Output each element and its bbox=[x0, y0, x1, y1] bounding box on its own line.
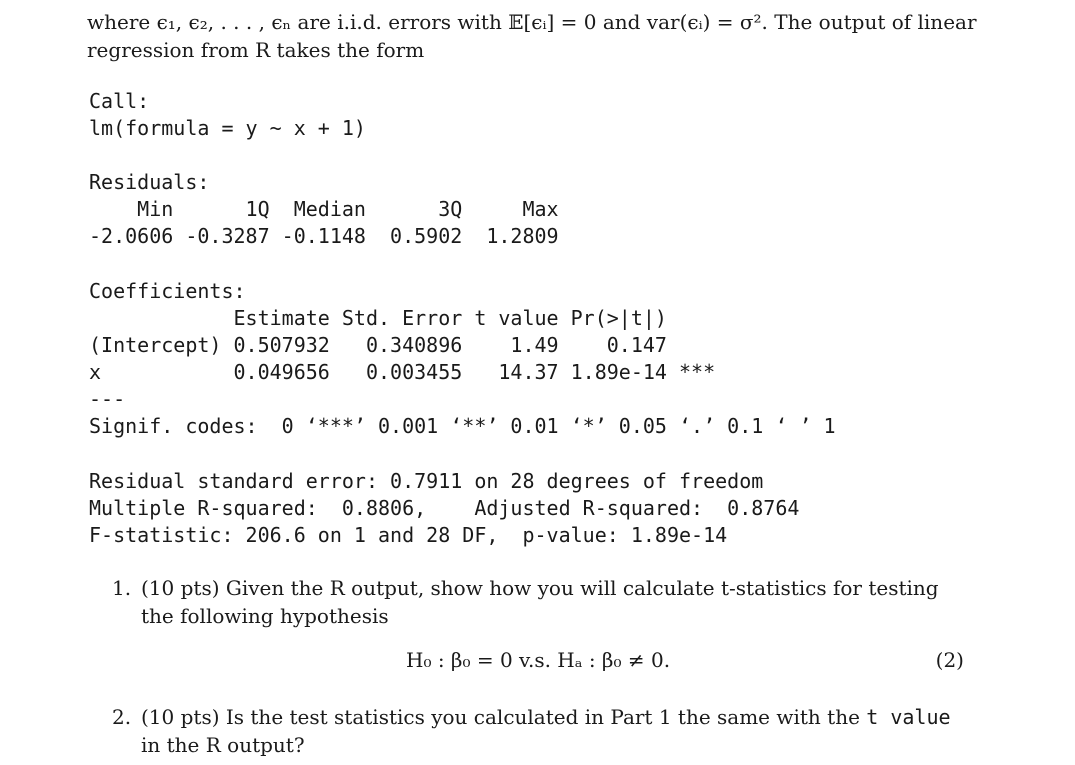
equation-number: (2) bbox=[935, 648, 964, 672]
question-2-line-1 bbox=[141, 703, 971, 731]
question-1 bbox=[0, 574, 1075, 634]
signif-codes: Signif. codes: 0 ‘***’ 0.001 ‘**’ 0.01 ‘*’ 0.05 ‘.’ 0.1 ‘ ’ 1 bbox=[89, 414, 836, 438]
coef-row-x: x 0.049656 0.003455 14.37 1.89e-14 *** bbox=[89, 360, 716, 384]
question-1-line-2: the following hypothesis bbox=[141, 604, 389, 628]
residuals-labels: Min 1Q Median 3Q Max bbox=[89, 197, 559, 221]
f-statistic-line: F-statistic: 206.6 on 1 and 28 DF, p-value: 1.89e-14 bbox=[89, 523, 728, 547]
residuals-header: Residuals: bbox=[89, 170, 210, 194]
question-2 bbox=[0, 703, 1075, 763]
question-2-number: 2. bbox=[112, 705, 132, 729]
residuals-values: -2.0606 -0.3287 -0.1148 0.5902 1.2809 bbox=[89, 224, 559, 248]
question-1-line-1: (10 pts) Given the R output, show how you will calculate t-statistics for testing bbox=[141, 576, 939, 600]
hypothesis-equation: H₀ : β₀ = 0 v.s. Hₐ : β₀ ≠ 0. bbox=[406, 648, 671, 672]
call-formula: lm(formula = y ~ x + 1) bbox=[89, 116, 366, 140]
t-value-code: t value bbox=[866, 705, 951, 729]
coef-table-header: Estimate Std. Error t value Pr(>|t|) bbox=[89, 306, 667, 330]
coefficients-header: Coefficients: bbox=[89, 279, 246, 303]
separator-line: --- bbox=[89, 387, 126, 411]
residual-standard-error: Residual standard error: 0.7911 on 28 degrees of freedom bbox=[89, 469, 764, 493]
question-2-line-1-text: (10 pts) Is the test statistics you calculated in Part 1 the same with the bbox=[141, 705, 867, 729]
intro-line-1: where ϵ₁, ϵ₂, . . . , ϵₙ are i.i.d. errors with 𝔼[ϵᵢ] = 0 and var(ϵᵢ) = σ². The output of linear bbox=[87, 10, 977, 34]
question-1-number: 1. bbox=[112, 576, 132, 600]
question-2-line-2: in the R output? bbox=[141, 733, 305, 757]
call-header: Call: bbox=[89, 89, 150, 113]
r-squared-line: Multiple R-squared: 0.8806, Adjusted R-squared: 0.8764 bbox=[89, 496, 800, 520]
intro-line-2: regression from R takes the form bbox=[87, 38, 425, 62]
coef-row-intercept: (Intercept) 0.507932 0.340896 1.49 0.147 bbox=[89, 333, 667, 357]
